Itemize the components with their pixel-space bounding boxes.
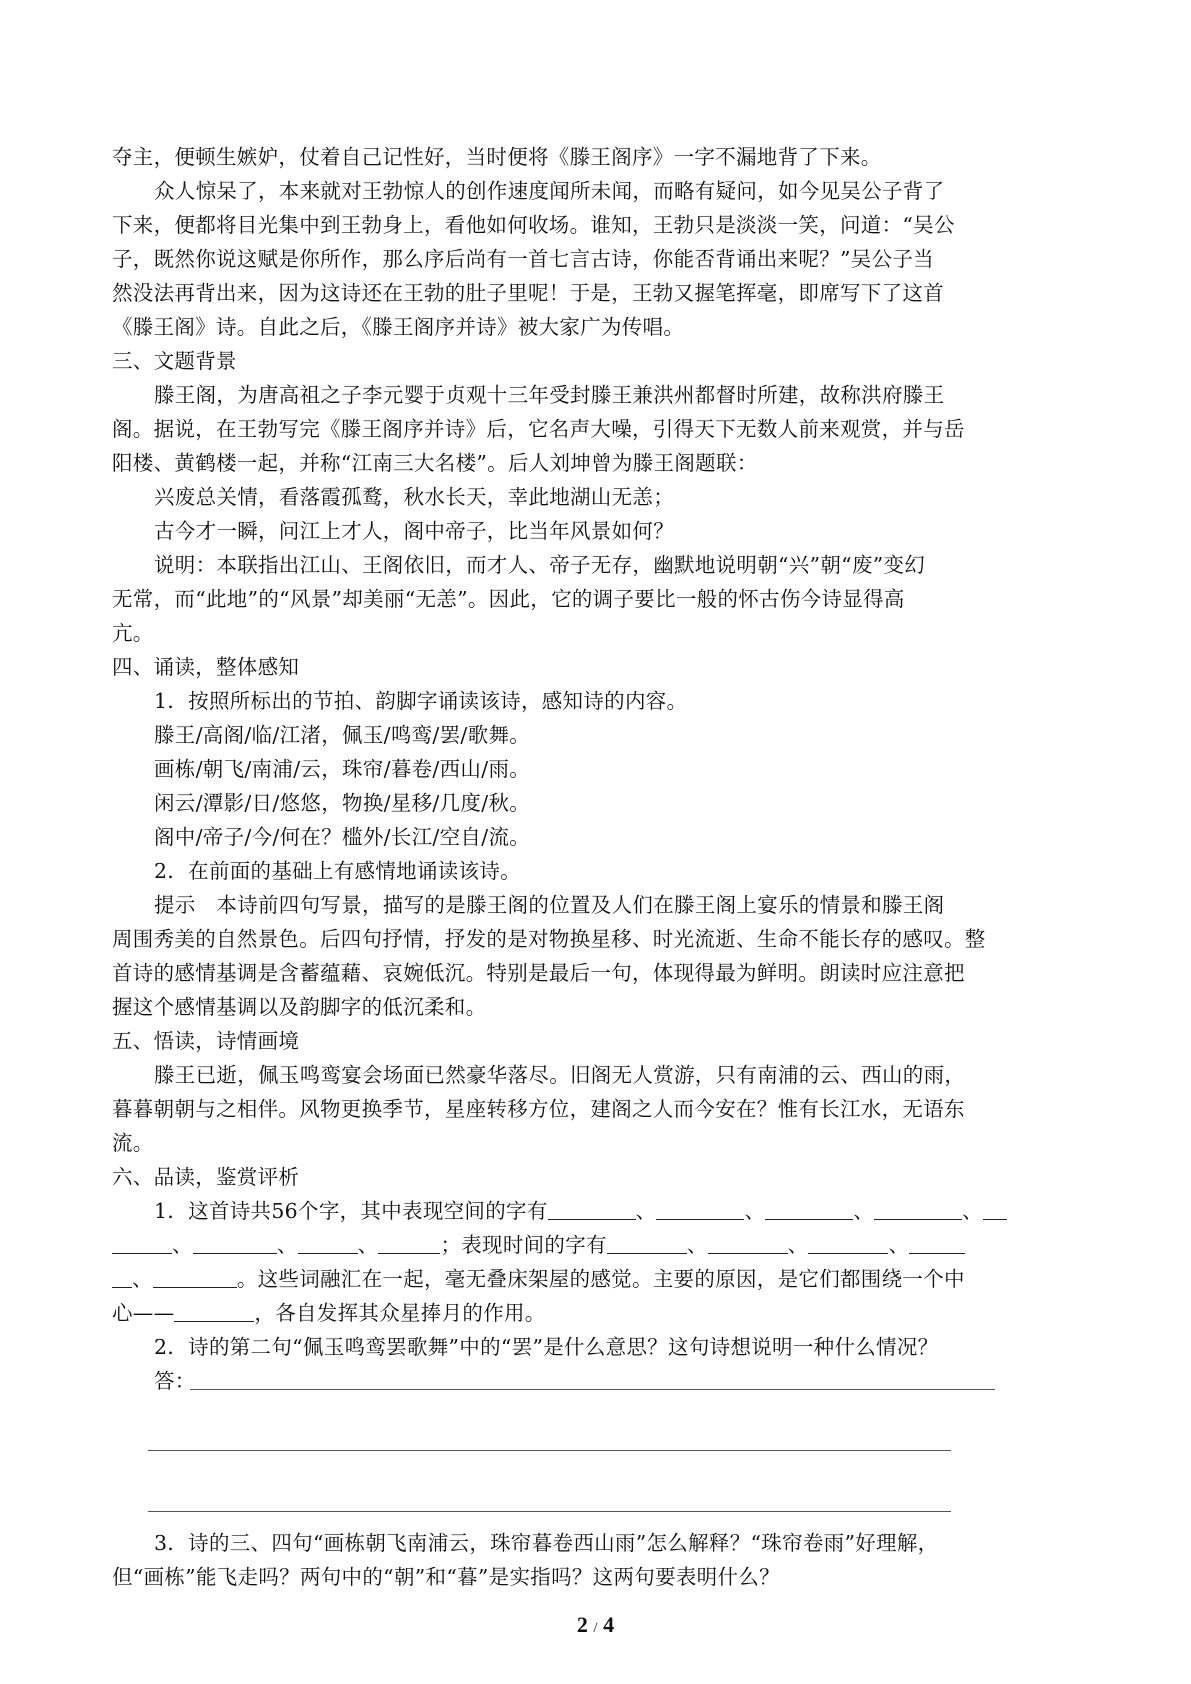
list-item: 1．按照所标出的节拍、韵脚字诵读该诗，感知诗的内容。 [154,689,688,713]
separator: 、 [888,1233,910,1257]
paragraph-line: 说明：本联指出江山、王阁依旧，而才人、帝子无存，幽默地说明朝“兴”朝“废”变幻 [154,553,926,577]
fill-blank[interactable] [656,1197,744,1220]
paragraph-line: 首诗的感情基调是含蓄蕴藉、哀婉低沉。特别是最后一句，体现得最为鲜明。朗读时应注意把 [112,961,965,985]
fill-blank[interactable] [765,1197,853,1220]
separator: 、 [744,1199,766,1223]
poem-line: 闲云/潭影/日/悠悠，物换/星移/几度/秋。 [154,791,531,815]
page-separator: / [593,1620,598,1636]
poem-line: 滕王/高阁/临/江渚，佩玉/鸣鸾/罢/歌舞。 [154,723,531,747]
couplet-line: 兴废总关情，看落霞孤鹜，秋水长天，幸此地湖山无恙； [154,485,674,509]
paragraph-line: 然没法再背出来，因为这诗还在王勃的肚子里呢！于是，王勃又握笔挥毫，即席写下了这首 [112,281,944,305]
fill-blank[interactable] [808,1231,888,1254]
current-page: 2 [576,1612,588,1637]
paragraph-line: 众人惊呆了，本来就对王勃惊人的创作速度闻所未闻，而略有疑问，如今见吴公子背了 [154,179,945,203]
fill-blank[interactable] [112,1231,172,1254]
section-heading: 六、品读，鉴赏评析 [112,1165,300,1189]
poem-line: 阁中/帝子/今/何在？槛外/长江/空自/流。 [154,825,531,849]
paragraph-line: 暮暮朝朝与之相伴。风物更换季节，星座转移方位，建阁之人而今安在？惟有长江水，无语东 [112,1097,965,1121]
paragraph-line: 流。 [112,1131,154,1155]
separator: 、 [635,1199,657,1223]
question-text: 1．这首诗共56个字，其中表现空间的字有 [154,1199,548,1223]
question-text: ；表现时间的字有 [440,1233,607,1257]
paragraph-line: 提示 本诗前四句写景，描写的是滕王阁的位置及人们在滕王阁上宴乐的情景和滕王阁 [154,893,945,917]
total-pages: 4 [603,1612,615,1637]
fill-blank[interactable] [193,1231,277,1254]
question-line: 2．诗的第二句“佩玉鸣鸾罢歌舞”中的“罢”是什么意思？这句诗想说明一种什么情况？ [154,1335,939,1359]
section-heading: 三、文题背景 [112,349,237,373]
section-heading: 五、悟读，诗情画境 [112,1029,300,1053]
fill-blank[interactable] [708,1231,788,1254]
paragraph-line: 阁。据说，在王勃写完《滕王阁序并诗》后，它名声大噪，引得天下无数人前来观赏，并与岳 [112,417,965,441]
paragraph-line: 下来，便都将目光集中到王勃身上，看他如何收场。谁知，王勃只是淡淡一笑，问道：“吴公 [112,213,955,237]
paragraph-line: 夺主，便顿生嫉妒，仗着自己记性好，当时便将《滕王阁序》一字不漏地背了下来。 [112,145,882,169]
question-text: ，各自发挥其众星捧月的作用。 [254,1301,546,1325]
separator: 、 [276,1233,298,1257]
fill-blank[interactable] [153,1265,237,1288]
question-line [112,1228,1082,1262]
section-heading: 四、诵读，整体感知 [112,655,300,679]
separator: 、 [962,1199,983,1223]
fill-blank[interactable] [548,1197,636,1220]
fill-blank[interactable] [874,1197,962,1220]
separator: 、 [853,1199,875,1223]
separator: 、 [686,1233,708,1257]
paragraph-line: 阳楼、黄鹤楼一起，并称“江南三大名楼”。后人刘坤曾为滕王阁题联： [112,451,758,475]
fill-blank[interactable] [983,1197,1007,1220]
separator: 、 [132,1267,153,1291]
question-line: 但“画栋”能飞走吗？两句中的“朝”和“暮”是实指吗？这两句要表明什么？ [112,1565,780,1589]
paragraph-line: 周围秀美的自然景色。后四句抒情，抒发的是对物换星移、时光流逝、生命不能长存的感叹。整 [112,927,986,951]
separator: 、 [787,1233,809,1257]
paragraph-line: 亢。 [112,621,154,645]
paragraph-line: 滕王阁，为唐高祖之子李元婴于贞观十三年受封滕王兼洪州都督时所建，故称洪府滕王 [154,383,945,407]
paragraph-line: 《滕王阁》诗。自此之后，《滕王阁序并诗》被大家广为传唱。 [112,315,685,339]
paragraph-line: 握这个感情基调以及韵脚字的低沉柔和。 [112,995,487,1019]
couplet-line: 古今才一瞬，问江上才人，阁中帝子，比当年风景如何？ [154,519,674,543]
question-line [154,1194,1084,1228]
fill-blank[interactable] [378,1231,440,1254]
answer-line[interactable] [190,1389,995,1390]
fill-blank[interactable] [174,1299,254,1322]
fill-blank[interactable] [607,1231,687,1254]
question-line [112,1296,1082,1330]
answer-line[interactable] [148,1511,951,1512]
list-item: 2．在前面的基础上有感情地诵读该诗。 [154,859,521,883]
fill-blank[interactable] [298,1231,358,1254]
fill-blank[interactable] [909,1231,965,1254]
question-line: 3．诗的三、四句“画栋朝飞南浦云，珠帘暮卷西山雨”怎么解释？“珠帘卷雨”好理解， [154,1531,939,1555]
question-text: 。这些词融汇在一起，毫无叠床架屋的感觉。主要的原因，是它们都围绕一个中 [236,1267,965,1291]
paragraph-line: 无常，而“此地”的“风景”却美丽“无恙”。因此，它的调子要比一般的怀古伤今诗显得高 [112,587,905,611]
fill-blank[interactable] [112,1265,132,1288]
question-text: 心—— [112,1301,175,1325]
page-number [0,1612,1191,1638]
answer-label: 答： [154,1369,196,1393]
question-line [112,1262,1082,1296]
separator: 、 [357,1233,379,1257]
paragraph-line: 子，既然你说这赋是你所作，那么序后尚有一首七言古诗，你能否背诵出来呢？”吴公子当 [112,247,934,271]
answer-line[interactable] [148,1450,951,1451]
separator: 、 [172,1233,193,1257]
paragraph-line: 滕王已逝，佩玉鸣鸾宴会场面已然豪华落尽。旧阁无人赏游，只有南浦的云、西山的雨， [154,1063,966,1087]
poem-line: 画栋/朝飞/南浦/云，珠帘/暮卷/西山/雨。 [154,757,531,781]
